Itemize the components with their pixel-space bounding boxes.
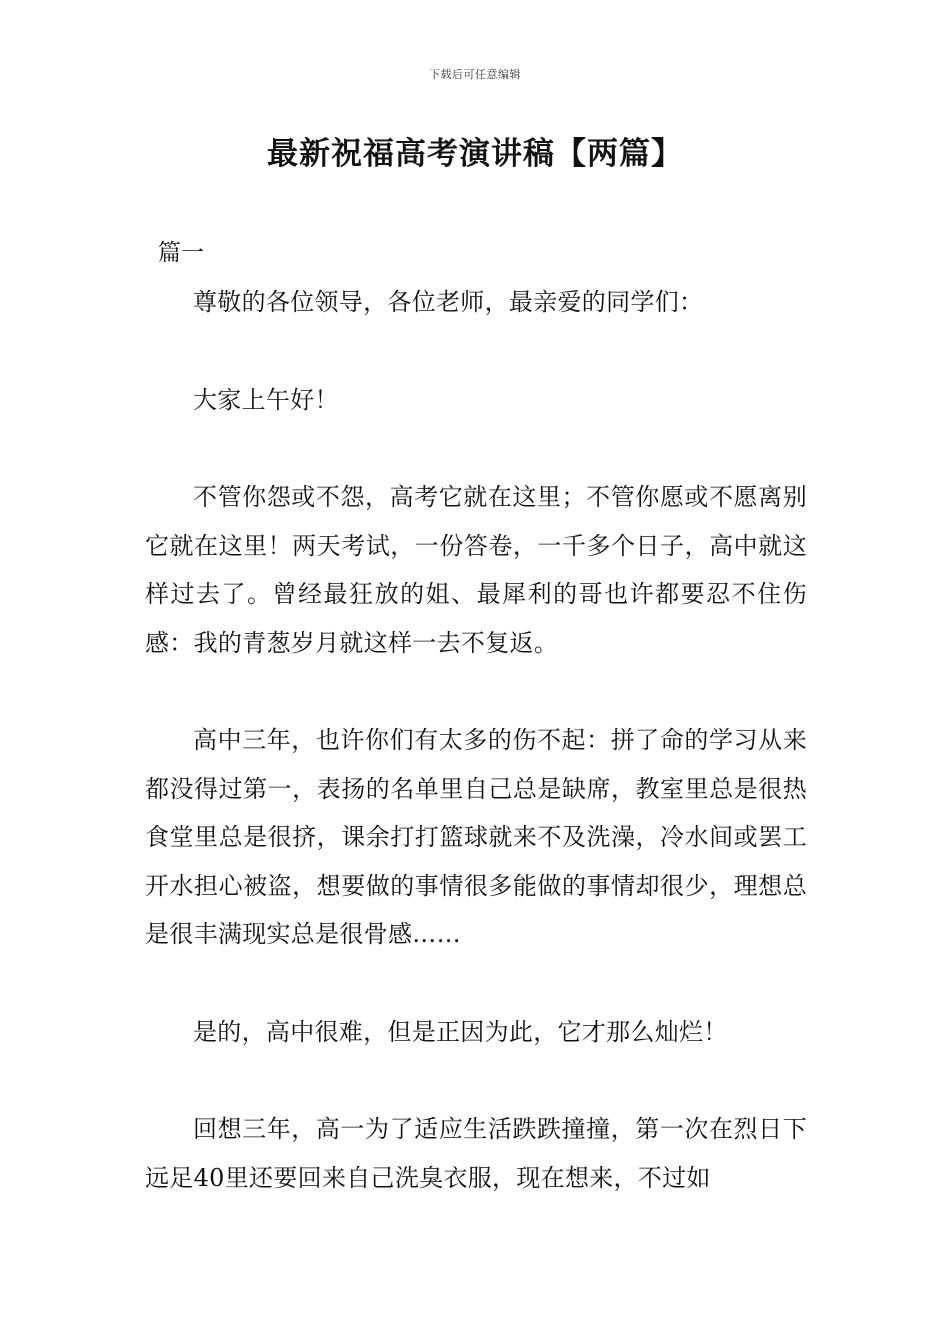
paragraph-body: 回想三年，高一为了适应生活跌跌撞撞，第一次在烈日下远足40里还要回来自己洗臭衣服，现在想来，不过如: [145, 1115, 807, 1192]
paragraph-body: 高中三年，也许你们有太多的伤不起：拼了命的学习从来都没得过第一，表扬的名单里自己总是缺席，教室里总是很热食堂里总是很挤，课余打打篮球就来不及洗澡，冷水间或罢工开水担心被盗，想要做的事情很多能做的事情却很少，理想总是很丰满现实总是很骨感……: [145, 726, 807, 948]
page-header-note: 下载后可任意编辑: [429, 68, 521, 81]
paragraph-greeting: 尊敬的各位领导，各位老师，最亲爱的同学们：: [193, 288, 704, 316]
paragraph-body: 是的，高中很难，但是正因为此，它才那么灿烂！: [193, 1017, 728, 1046]
section-label: 篇一: [158, 240, 204, 266]
document-body: [145, 278, 807, 1251]
document-title: 最新祝福高考演讲稿【两篇】: [267, 136, 683, 172]
paragraph-body: 不管你怨或不怨，高考它就在这里；不管你愿或不愿离别它就在这里！两天考试，一份答卷，一千多个日子，高中就这样过去了。曾经最狂放的姐、最犀利的哥也许都要忍不住伤感：我的青葱岁月就这样一去不复返。: [145, 483, 807, 657]
paragraph-hello: 大家上午好！: [193, 385, 339, 414]
